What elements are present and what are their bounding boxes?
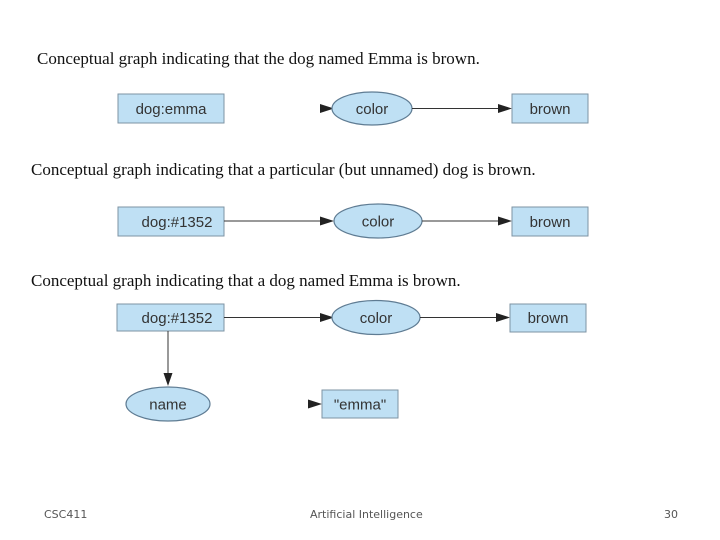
relation-node-color <box>332 92 412 125</box>
relation-node-name <box>126 387 210 421</box>
arrow-icon <box>498 217 512 226</box>
concept-label: brown <box>529 214 571 231</box>
relation-label: name <box>149 396 187 414</box>
concept-node-emma-string <box>322 390 398 418</box>
caption-unnamed-dog-is-brown: Conceptual graph indicating that a particular (but unnamed) dog is brown. <box>31 160 536 179</box>
footer-course-title: Artificial Intelligence <box>310 508 423 521</box>
graph-3 <box>117 301 586 422</box>
relation-label: color <box>361 213 395 231</box>
concept-label: dog:emma <box>135 101 207 118</box>
concept-node-brown <box>512 94 588 123</box>
concept-node-dog-1352 <box>117 304 224 331</box>
footer-page-number: 30 <box>664 508 678 521</box>
relation-label: color <box>359 310 393 327</box>
caption-emma-is-brown: Conceptual graph indicating that the dog named Emma is brown. <box>37 49 480 68</box>
relation-label: color <box>355 101 389 118</box>
relation-node-color <box>334 204 422 238</box>
arrow-icon <box>308 400 322 409</box>
graph-1 <box>118 92 588 125</box>
concept-label: brown <box>527 310 569 327</box>
relation-node-color <box>332 301 420 335</box>
graph-2 <box>118 204 588 238</box>
arrow-icon <box>498 104 512 113</box>
arrow-icon <box>164 373 173 386</box>
concept-node-dog-1352 <box>118 207 224 236</box>
arrow-icon <box>320 217 334 226</box>
concept-node-brown <box>512 207 588 236</box>
concept-node-dog-emma <box>118 94 224 123</box>
arrow-icon <box>496 313 510 322</box>
concept-node-brown <box>510 304 586 332</box>
caption-dog-named-emma-is-brown: Conceptual graph indicating that a dog named Emma is brown. <box>31 271 461 290</box>
concept-label: dog:#1352 <box>141 310 213 327</box>
footer-course-code: CSC411 <box>44 508 88 521</box>
concept-label: brown <box>529 101 571 118</box>
concept-label: dog:#1352 <box>141 214 213 231</box>
concept-label: "emma" <box>333 396 387 414</box>
